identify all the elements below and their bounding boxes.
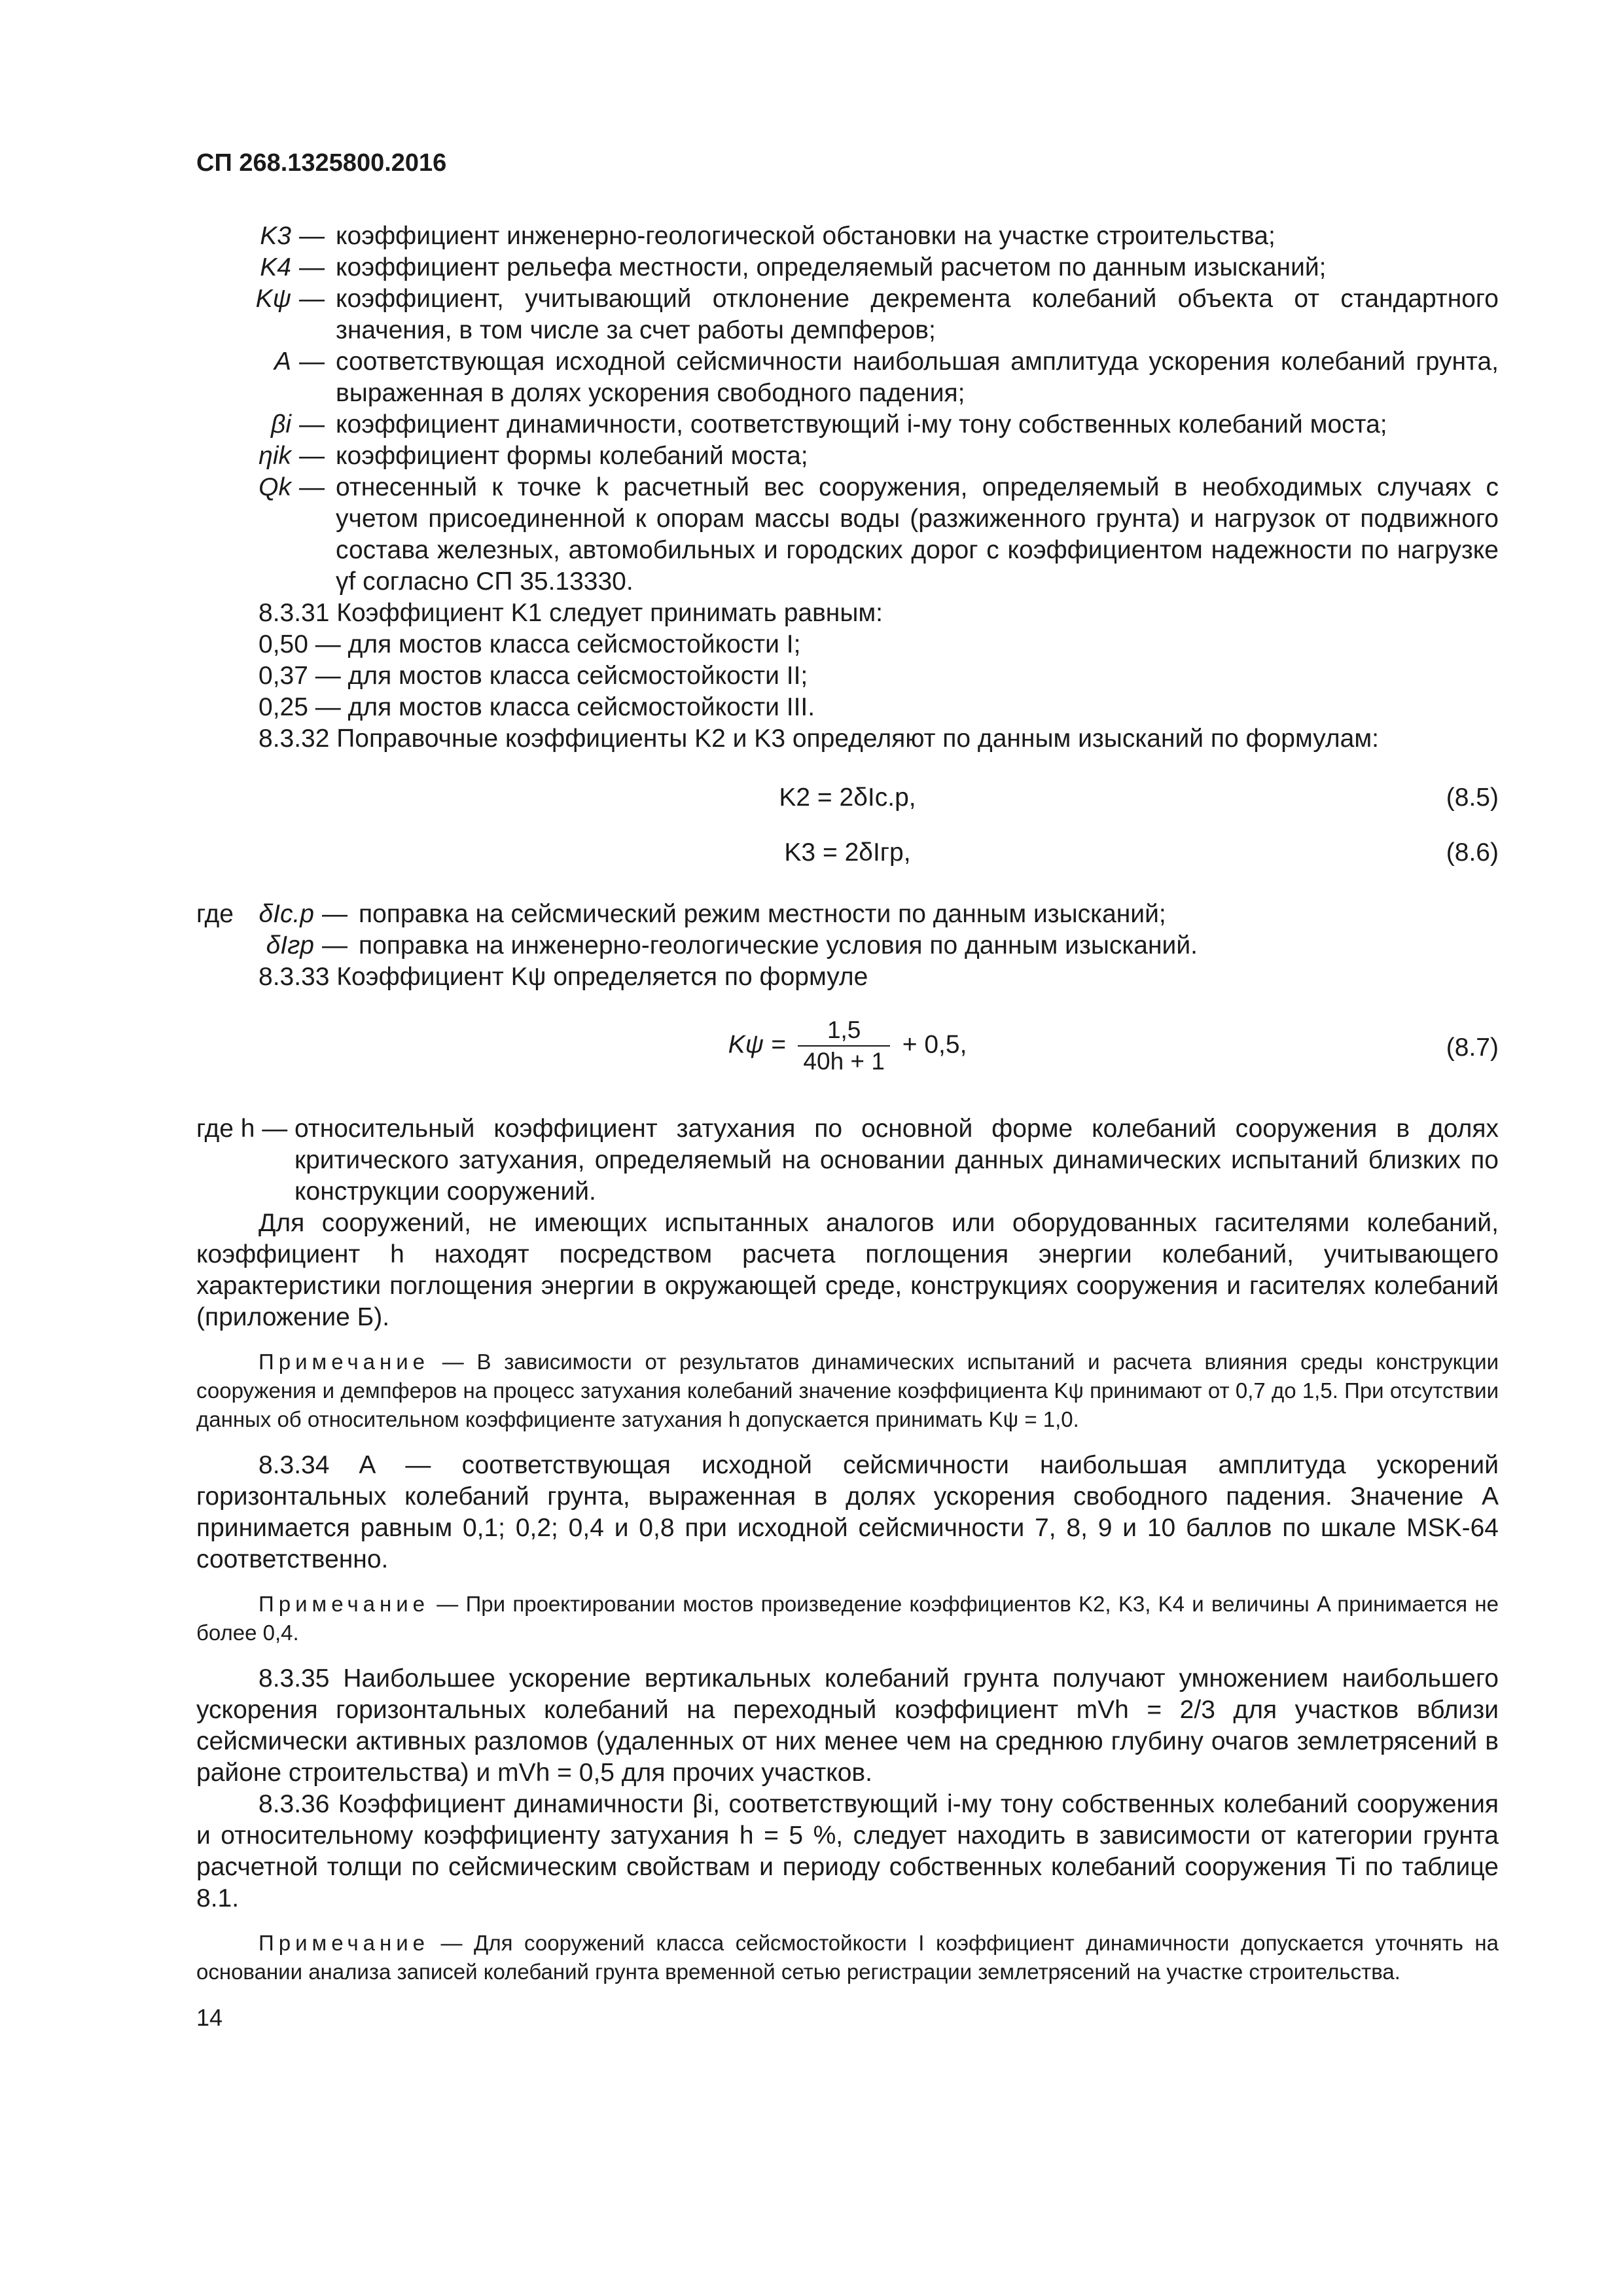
where-definitions	[196, 899, 1499, 961]
paragraph-analogs: Для сооружений, не имеющих испытанных аналогов или оборудованных гасителями колебаний, коэффициент h находят посредством расчета поглощения энергии колебаний, учитывающего характеристики поглощения энергии в окружающей среде, конструкциях сооружения и гасителях колебаний (приложение Б).	[196, 1209, 1499, 1331]
definition-item: Kψ — коэффициент, учитывающий отклонение декремента колебаний объекта от стандартного значения, в том числе за счет работы демпферов;	[255, 285, 1499, 344]
definition-item: A — соответствующая исходной сейсмичности наибольшая амплитуда ускорения колебаний грунта, выраженная в долях ускорения свободного падения;	[274, 348, 1499, 407]
formula-8-7: Kψ = $\frac{1,5}{40h + 1}$ + 0,5, (8.7)	[196, 1009, 1499, 1094]
where-definition-h: где h — относительный коэффициент затухания по основной форме колебаний сооружения в долях критического затухания, определяемый на основании данных динамических испытаний близких по конструкции сооружений.	[196, 1115, 1499, 1206]
formula-8-6: K3 = 2δIгр, (8.6)	[784, 838, 1499, 867]
definition-item: K3 — коэффициент инженерно-геологической обстановки на участке строительства;	[260, 222, 1275, 250]
definition-item: δIгр — поправка на инженерно-геологические условия по данным изысканий.	[266, 931, 1198, 960]
fraction: $\frac{1,5}{40h + 1}$	[798, 1015, 889, 1077]
clause-8-3-35: 8.3.35 Наибольшее ускорение вертикальных колебаний грунта получают умножением наибольшего ускорения горизонтальных колебаний на переходный коэффициент mVh = 2/3 для участков вблизи сейсмически активных разломов (удаленных от них менее чем на среднюю глубину очагов землетрясений в районе строительства) и mVh = 0,5 для прочих участков.	[196, 1664, 1499, 1787]
clause-8-3-31: 8.3.31 Коэффициент K1 следует принимать равным: 0,50 — для мостов класса сейсмостойкости I; 0,37 — для мостов класса сейсмостойкости II; 0,25 — для мостов класса сейсмостойкости III. 8.3.32 Поправочные коэффициенты K2 и K3 определяют по данным изысканий по формулам:	[196, 598, 1499, 755]
clause-8-3-36: 8.3.36 Коэффициент динамичности βi, соответствующий i-му тону собственных колебаний сооружения и относительному коэффициенту затухания h = 5 %, следует находить в зависимости от категории грунта расчетной толщи по сейсмическим свойствам и периоду собственных колебаний сооружения Ti по таблице 8.1.	[196, 1790, 1499, 1912]
definition-item: βi — коэффициент динамичности, соответствующий i-му тону собственных колебаний моста;	[271, 410, 1387, 439]
note-1: Примечание — В зависимости от результатов динамических испытаний и расчета влияния среды конструкции сооружения и демпферов на процесс затухания колебаний значение коэффициента Kψ принимают от 0,7 до 1,5. При отсутствии данных об относительном коэффициенте затухания h допускается принимать Kψ = 1,0.	[196, 1350, 1499, 1431]
clause-8-3-34: 8.3.34 A — соответствующая исходной сейсмичности наибольшая амплитуда ускорений горизонтальных колебаний грунта, выраженная в долях ускорения свободного падения. Значение A принимается равным 0,1; 0,2; 0,4 и 0,8 при исходной сейсмичности 7, 8, 9 и 10 баллов по шкале MSK-64 соответственно.	[196, 1451, 1499, 1573]
formula-8-5: K2 = 2δIс.р, (8.5)	[779, 783, 1499, 812]
definition-item: где δIс.р — поправка на сейсмический режим местности по данным изысканий;	[196, 900, 1166, 928]
list-item: 0,50 — для мостов класса сейсмостойкости I;	[259, 630, 801, 658]
definition-item: K4 — коэффициент рельефа местности, определяемый расчетом по данным изысканий;	[260, 253, 1327, 281]
list-item: 0,37 — для мостов класса сейсмостойкости II;	[259, 662, 808, 690]
definition-item: Qk — отнесенный к точке k расчетный вес сооружения, определяемый в необходимых случаях с учетом присоединенной к опорам массы воды (разжиженного грунта) и нагрузок от подвижного состава железных, автомобильных и городских дорог с коэффициентом надежности по нагрузке γf согласно СП 35.13330.	[259, 473, 1499, 596]
page-number: 14	[196, 2004, 223, 2031]
definitions-list	[196, 221, 1499, 598]
document-page	[196, 147, 1499, 2034]
document-code: СП 268.1325800.2016	[196, 149, 447, 177]
list-item: 0,25 — для мостов класса сейсмостойкости III.	[259, 693, 815, 721]
definition-item: ηik — коэффициент формы колебаний моста;	[259, 442, 808, 470]
clause-8-3-33: 8.3.33 Коэффициент Kψ определяется по формуле	[259, 963, 868, 991]
note-3: Примечание — Для сооружений класса сейсмостойкости I коэффициент динамичности допускается уточнять на основании анализа записей колебаний грунта временной сетью регистрации землетрясений на участке строительства.	[196, 1931, 1499, 1984]
note-2: Примечание — При проектировании мостов произведение коэффициентов K2, K3, K4 и величины A принимается не более 0,4.	[196, 1592, 1499, 1645]
clause-8-3-32: 8.3.32 Поправочные коэффициенты K2 и K3 определяют по данным изысканий по формулам:	[259, 725, 1379, 753]
